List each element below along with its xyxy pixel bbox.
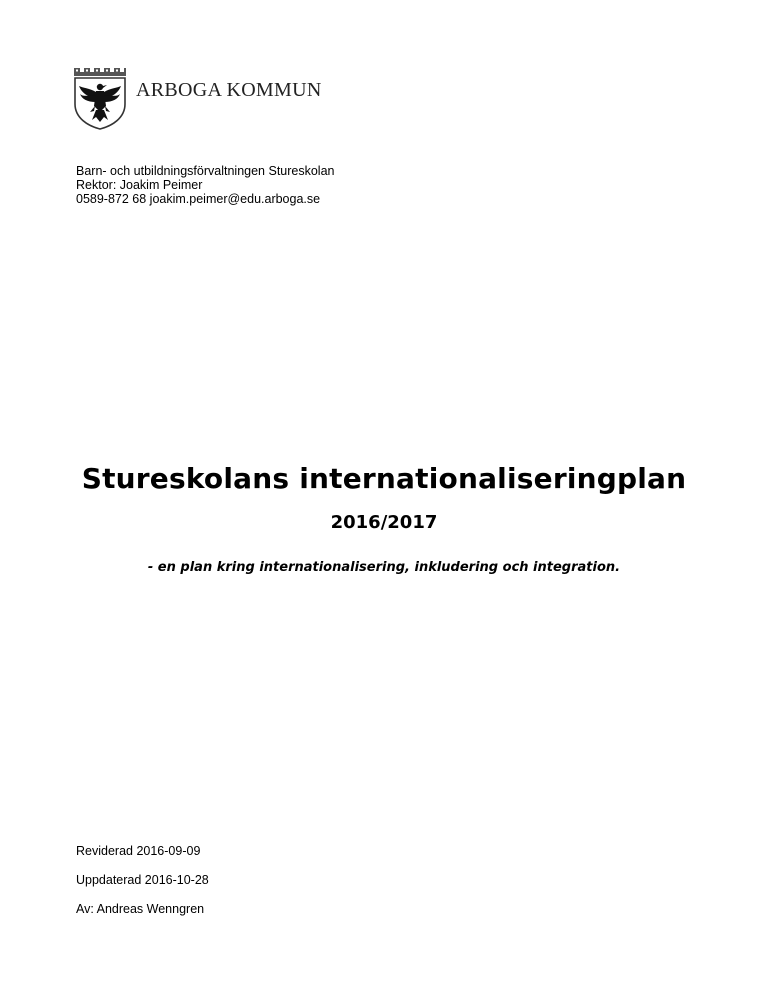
coat-of-arms-icon: [72, 66, 128, 130]
revised-date: Reviderad 2016-09-09: [76, 844, 201, 858]
municipality-logo: [72, 66, 322, 130]
updated-date: Uppdaterad 2016-10-28: [76, 873, 209, 887]
sender-block: [76, 164, 335, 206]
contact-line: 0589-872 68 joakim.peimer@edu.arboga.se: [76, 192, 321, 206]
document-subtitle: - en plan kring internationalisering, inkludering och integration.: [147, 560, 621, 575]
document-year: 2016/2017: [330, 512, 438, 533]
document-title: Stureskolans internationaliseringplan: [81, 462, 687, 495]
department-line: Barn- och utbildningsförvaltningen Stureskolan: [76, 164, 335, 178]
organization-name: ARBOGA KOMMUN: [136, 79, 322, 101]
principal-line: Rektor: Joakim Peimer: [76, 178, 203, 192]
author-line: Av: Andreas Wenngren: [76, 902, 205, 916]
